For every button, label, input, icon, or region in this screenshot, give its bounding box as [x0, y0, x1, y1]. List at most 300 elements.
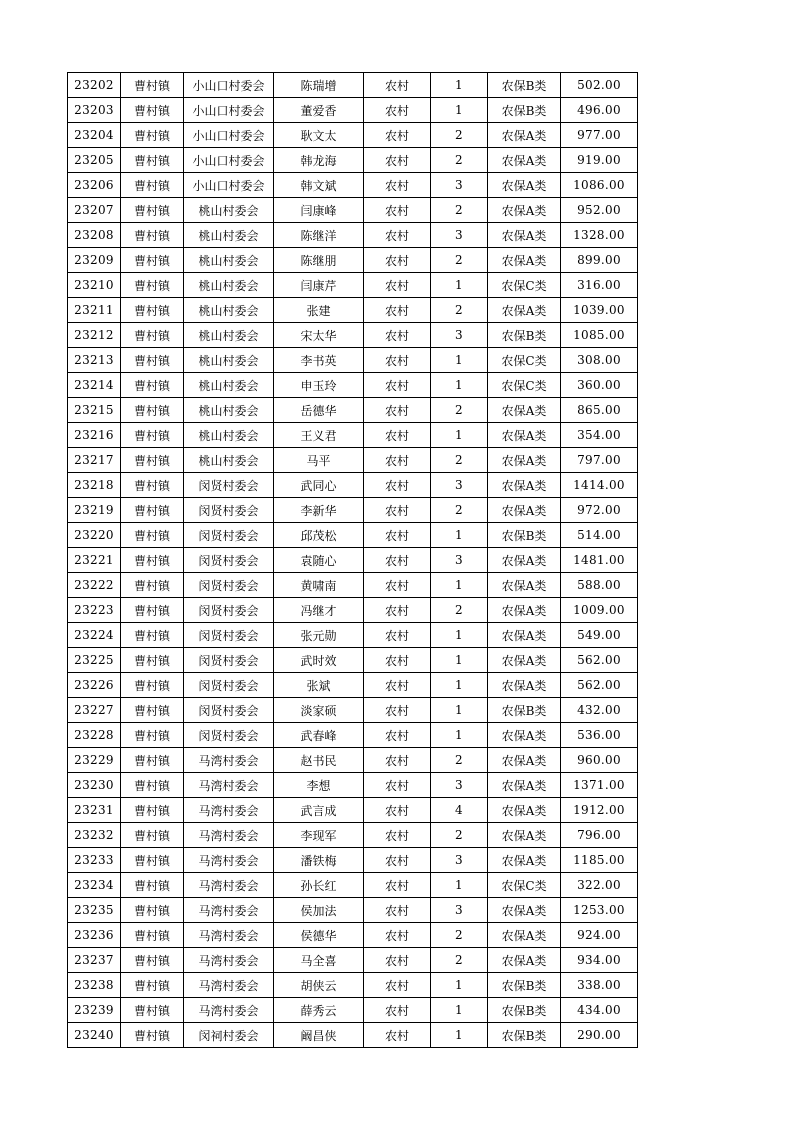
insurance-category-cell: 农保A类: [488, 948, 561, 973]
amount-cell: 797.00: [561, 448, 638, 473]
household-size-cell: 1: [431, 998, 488, 1023]
village-committee-cell: 闵贤村委会: [184, 473, 274, 498]
village-committee-cell: 小山口村委会: [184, 173, 274, 198]
household-type-cell: 农村: [364, 848, 431, 873]
person-name-cell: 淡家硕: [274, 698, 364, 723]
record-id-cell: 23238: [68, 973, 121, 998]
amount-cell: 502.00: [561, 73, 638, 98]
amount-cell: 1371.00: [561, 773, 638, 798]
household-type-cell: 农村: [364, 448, 431, 473]
amount-cell: 562.00: [561, 673, 638, 698]
amount-cell: 919.00: [561, 148, 638, 173]
town-cell: 曹村镇: [121, 998, 184, 1023]
household-type-cell: 农村: [364, 948, 431, 973]
record-id-cell: 23209: [68, 248, 121, 273]
amount-cell: 562.00: [561, 648, 638, 673]
village-committee-cell: 桃山村委会: [184, 248, 274, 273]
household-type-cell: 农村: [364, 398, 431, 423]
table-row: [68, 648, 638, 673]
amount-cell: 1185.00: [561, 848, 638, 873]
table-row: [68, 323, 638, 348]
household-type-cell: 农村: [364, 898, 431, 923]
record-id-cell: 23225: [68, 648, 121, 673]
person-name-cell: 陈瑞增: [274, 73, 364, 98]
insurance-category-cell: 农保A类: [488, 723, 561, 748]
table-row: [68, 423, 638, 448]
amount-cell: 1253.00: [561, 898, 638, 923]
town-cell: 曹村镇: [121, 948, 184, 973]
record-id-cell: 23240: [68, 1023, 121, 1048]
village-committee-cell: 闵祠村委会: [184, 1023, 274, 1048]
record-id-cell: 23212: [68, 323, 121, 348]
town-cell: 曹村镇: [121, 198, 184, 223]
amount-cell: 290.00: [561, 1023, 638, 1048]
household-size-cell: 2: [431, 123, 488, 148]
town-cell: 曹村镇: [121, 473, 184, 498]
household-type-cell: 农村: [364, 648, 431, 673]
household-type-cell: 农村: [364, 748, 431, 773]
amount-cell: 1009.00: [561, 598, 638, 623]
household-type-cell: 农村: [364, 573, 431, 598]
town-cell: 曹村镇: [121, 98, 184, 123]
village-committee-cell: 闵贤村委会: [184, 698, 274, 723]
insurance-category-cell: 农保A类: [488, 898, 561, 923]
town-cell: 曹村镇: [121, 648, 184, 673]
household-type-cell: 农村: [364, 298, 431, 323]
record-id-cell: 23203: [68, 98, 121, 123]
town-cell: 曹村镇: [121, 373, 184, 398]
person-name-cell: 阚昌侠: [274, 1023, 364, 1048]
person-name-cell: 韩龙海: [274, 148, 364, 173]
record-id-cell: 23232: [68, 823, 121, 848]
village-committee-cell: 小山口村委会: [184, 148, 274, 173]
insurance-category-cell: 农保C类: [488, 348, 561, 373]
record-id-cell: 23202: [68, 73, 121, 98]
household-size-cell: 2: [431, 398, 488, 423]
insurance-category-cell: 农保A类: [488, 673, 561, 698]
town-cell: 曹村镇: [121, 848, 184, 873]
amount-cell: 1481.00: [561, 548, 638, 573]
household-size-cell: 3: [431, 898, 488, 923]
table-row: [68, 273, 638, 298]
insurance-category-cell: 农保A类: [488, 223, 561, 248]
household-size-cell: 2: [431, 198, 488, 223]
household-type-cell: 农村: [364, 473, 431, 498]
person-name-cell: 陈继洋: [274, 223, 364, 248]
household-type-cell: 农村: [364, 248, 431, 273]
person-name-cell: 王义君: [274, 423, 364, 448]
amount-cell: 354.00: [561, 423, 638, 448]
table-row: [68, 698, 638, 723]
amount-cell: 338.00: [561, 973, 638, 998]
insurance-category-cell: 农保A类: [488, 473, 561, 498]
town-cell: 曹村镇: [121, 1023, 184, 1048]
table-row: [68, 673, 638, 698]
town-cell: 曹村镇: [121, 273, 184, 298]
record-id-cell: 23204: [68, 123, 121, 148]
insurance-category-cell: 农保A类: [488, 398, 561, 423]
town-cell: 曹村镇: [121, 548, 184, 573]
record-id-cell: 23211: [68, 298, 121, 323]
town-cell: 曹村镇: [121, 898, 184, 923]
village-committee-cell: 马湾村委会: [184, 998, 274, 1023]
household-size-cell: 3: [431, 548, 488, 573]
amount-cell: 899.00: [561, 248, 638, 273]
table-row: [68, 898, 638, 923]
amount-cell: 496.00: [561, 98, 638, 123]
town-cell: 曹村镇: [121, 73, 184, 98]
record-id-cell: 23223: [68, 598, 121, 623]
record-id-cell: 23239: [68, 998, 121, 1023]
amount-cell: 322.00: [561, 873, 638, 898]
insurance-category-cell: 农保A类: [488, 173, 561, 198]
person-name-cell: 武同心: [274, 473, 364, 498]
household-size-cell: 3: [431, 473, 488, 498]
table-row: [68, 998, 638, 1023]
village-committee-cell: 桃山村委会: [184, 323, 274, 348]
record-id-cell: 23237: [68, 948, 121, 973]
town-cell: 曹村镇: [121, 798, 184, 823]
town-cell: 曹村镇: [121, 498, 184, 523]
amount-cell: 360.00: [561, 373, 638, 398]
person-name-cell: 李现军: [274, 823, 364, 848]
amount-cell: 588.00: [561, 573, 638, 598]
table-row: [68, 573, 638, 598]
table-row: [68, 123, 638, 148]
table-row: [68, 98, 638, 123]
household-type-cell: 农村: [364, 198, 431, 223]
village-committee-cell: 桃山村委会: [184, 198, 274, 223]
person-name-cell: 侯加法: [274, 898, 364, 923]
person-name-cell: 韩文斌: [274, 173, 364, 198]
insurance-category-cell: 农保C类: [488, 273, 561, 298]
household-size-cell: 1: [431, 523, 488, 548]
insurance-category-cell: 农保A类: [488, 923, 561, 948]
household-type-cell: 农村: [364, 148, 431, 173]
town-cell: 曹村镇: [121, 323, 184, 348]
record-id-cell: 23206: [68, 173, 121, 198]
table-row: [68, 948, 638, 973]
table-row: [68, 848, 638, 873]
table-row: [68, 373, 638, 398]
household-type-cell: 农村: [364, 623, 431, 648]
insurance-category-cell: 农保A类: [488, 548, 561, 573]
household-type-cell: 农村: [364, 523, 431, 548]
village-committee-cell: 马湾村委会: [184, 973, 274, 998]
person-name-cell: 岳德华: [274, 398, 364, 423]
person-name-cell: 武时效: [274, 648, 364, 673]
town-cell: 曹村镇: [121, 248, 184, 273]
village-committee-cell: 马湾村委会: [184, 873, 274, 898]
insurance-category-cell: 农保B类: [488, 73, 561, 98]
town-cell: 曹村镇: [121, 723, 184, 748]
household-size-cell: 1: [431, 98, 488, 123]
record-id-cell: 23233: [68, 848, 121, 873]
record-id-cell: 23231: [68, 798, 121, 823]
person-name-cell: 武言成: [274, 798, 364, 823]
town-cell: 曹村镇: [121, 698, 184, 723]
village-committee-cell: 桃山村委会: [184, 398, 274, 423]
insurance-category-cell: 农保A类: [488, 148, 561, 173]
village-committee-cell: 马湾村委会: [184, 773, 274, 798]
person-name-cell: 李想: [274, 773, 364, 798]
household-size-cell: 2: [431, 748, 488, 773]
person-name-cell: 申玉玲: [274, 373, 364, 398]
village-committee-cell: 闵贤村委会: [184, 723, 274, 748]
household-size-cell: 2: [431, 598, 488, 623]
amount-cell: 1086.00: [561, 173, 638, 198]
record-id-cell: 23227: [68, 698, 121, 723]
village-committee-cell: 马湾村委会: [184, 798, 274, 823]
household-size-cell: 3: [431, 848, 488, 873]
household-size-cell: 1: [431, 1023, 488, 1048]
person-name-cell: 宋太华: [274, 323, 364, 348]
amount-cell: 952.00: [561, 198, 638, 223]
household-size-cell: 2: [431, 248, 488, 273]
amount-cell: 434.00: [561, 998, 638, 1023]
table-row: [68, 598, 638, 623]
village-committee-cell: 马湾村委会: [184, 848, 274, 873]
household-type-cell: 农村: [364, 98, 431, 123]
table-row: [68, 798, 638, 823]
insurance-category-cell: 农保A类: [488, 623, 561, 648]
town-cell: 曹村镇: [121, 673, 184, 698]
record-id-cell: 23205: [68, 148, 121, 173]
village-committee-cell: 闵贤村委会: [184, 523, 274, 548]
household-size-cell: 1: [431, 698, 488, 723]
town-cell: 曹村镇: [121, 598, 184, 623]
records-table: [67, 72, 638, 1048]
data-sheet: [67, 72, 637, 1048]
record-id-cell: 23208: [68, 223, 121, 248]
person-name-cell: 张元勋: [274, 623, 364, 648]
household-type-cell: 农村: [364, 873, 431, 898]
person-name-cell: 袁随心: [274, 548, 364, 573]
town-cell: 曹村镇: [121, 348, 184, 373]
insurance-category-cell: 农保C类: [488, 873, 561, 898]
amount-cell: 796.00: [561, 823, 638, 848]
insurance-category-cell: 农保C类: [488, 373, 561, 398]
village-committee-cell: 桃山村委会: [184, 298, 274, 323]
person-name-cell: 孙长红: [274, 873, 364, 898]
village-committee-cell: 小山口村委会: [184, 123, 274, 148]
record-id-cell: 23219: [68, 498, 121, 523]
insurance-category-cell: 农保A类: [488, 748, 561, 773]
record-id-cell: 23230: [68, 773, 121, 798]
household-size-cell: 2: [431, 923, 488, 948]
insurance-category-cell: 农保A类: [488, 798, 561, 823]
table-row: [68, 248, 638, 273]
person-name-cell: 耿文太: [274, 123, 364, 148]
household-size-cell: 1: [431, 348, 488, 373]
table-row: [68, 448, 638, 473]
record-id-cell: 23207: [68, 198, 121, 223]
household-size-cell: 2: [431, 498, 488, 523]
table-row: [68, 298, 638, 323]
household-size-cell: 1: [431, 873, 488, 898]
record-id-cell: 23210: [68, 273, 121, 298]
household-size-cell: 1: [431, 73, 488, 98]
town-cell: 曹村镇: [121, 573, 184, 598]
household-type-cell: 农村: [364, 73, 431, 98]
amount-cell: 432.00: [561, 698, 638, 723]
record-id-cell: 23213: [68, 348, 121, 373]
village-committee-cell: 马湾村委会: [184, 948, 274, 973]
amount-cell: 972.00: [561, 498, 638, 523]
household-type-cell: 农村: [364, 773, 431, 798]
record-id-cell: 23229: [68, 748, 121, 773]
person-name-cell: 邱茂松: [274, 523, 364, 548]
amount-cell: 536.00: [561, 723, 638, 748]
household-size-cell: 3: [431, 223, 488, 248]
household-type-cell: 农村: [364, 823, 431, 848]
insurance-category-cell: 农保A类: [488, 848, 561, 873]
town-cell: 曹村镇: [121, 173, 184, 198]
table-row: [68, 823, 638, 848]
record-id-cell: 23224: [68, 623, 121, 648]
table-row: [68, 148, 638, 173]
household-type-cell: 农村: [364, 723, 431, 748]
table-row: [68, 873, 638, 898]
insurance-category-cell: 农保A类: [488, 198, 561, 223]
village-committee-cell: 闵贤村委会: [184, 498, 274, 523]
village-committee-cell: 马湾村委会: [184, 923, 274, 948]
record-id-cell: 23218: [68, 473, 121, 498]
table-row: [68, 623, 638, 648]
person-name-cell: 马全喜: [274, 948, 364, 973]
insurance-category-cell: 农保A类: [488, 648, 561, 673]
household-size-cell: 1: [431, 623, 488, 648]
town-cell: 曹村镇: [121, 873, 184, 898]
insurance-category-cell: 农保B类: [488, 98, 561, 123]
table-row: [68, 748, 638, 773]
person-name-cell: 陈继朋: [274, 248, 364, 273]
village-committee-cell: 小山口村委会: [184, 73, 274, 98]
record-id-cell: 23220: [68, 523, 121, 548]
table-row: [68, 398, 638, 423]
town-cell: 曹村镇: [121, 748, 184, 773]
household-type-cell: 农村: [364, 223, 431, 248]
village-committee-cell: 桃山村委会: [184, 273, 274, 298]
insurance-category-cell: 农保B类: [488, 323, 561, 348]
household-size-cell: 2: [431, 948, 488, 973]
amount-cell: 934.00: [561, 948, 638, 973]
record-id-cell: 23228: [68, 723, 121, 748]
household-type-cell: 农村: [364, 548, 431, 573]
insurance-category-cell: 农保B类: [488, 973, 561, 998]
insurance-category-cell: 农保A类: [488, 598, 561, 623]
person-name-cell: 黄啸南: [274, 573, 364, 598]
household-size-cell: 4: [431, 798, 488, 823]
insurance-category-cell: 农保A类: [488, 248, 561, 273]
person-name-cell: 冯继才: [274, 598, 364, 623]
town-cell: 曹村镇: [121, 623, 184, 648]
household-size-cell: 3: [431, 773, 488, 798]
household-size-cell: 2: [431, 298, 488, 323]
household-size-cell: 3: [431, 173, 488, 198]
table-row: [68, 1023, 638, 1048]
insurance-category-cell: 农保B类: [488, 998, 561, 1023]
record-id-cell: 23214: [68, 373, 121, 398]
village-committee-cell: 马湾村委会: [184, 823, 274, 848]
village-committee-cell: 闵贤村委会: [184, 623, 274, 648]
village-committee-cell: 马湾村委会: [184, 898, 274, 923]
town-cell: 曹村镇: [121, 423, 184, 448]
town-cell: 曹村镇: [121, 823, 184, 848]
record-id-cell: 23222: [68, 573, 121, 598]
amount-cell: 1912.00: [561, 798, 638, 823]
table-row: [68, 173, 638, 198]
insurance-category-cell: 农保A类: [488, 298, 561, 323]
household-type-cell: 农村: [364, 798, 431, 823]
village-committee-cell: 桃山村委会: [184, 348, 274, 373]
village-committee-cell: 闵贤村委会: [184, 548, 274, 573]
table-row: [68, 923, 638, 948]
record-id-cell: 23217: [68, 448, 121, 473]
insurance-category-cell: 农保B类: [488, 1023, 561, 1048]
town-cell: 曹村镇: [121, 148, 184, 173]
household-type-cell: 农村: [364, 923, 431, 948]
amount-cell: 514.00: [561, 523, 638, 548]
village-committee-cell: 小山口村委会: [184, 98, 274, 123]
table-row: [68, 973, 638, 998]
table-row: [68, 473, 638, 498]
insurance-category-cell: 农保A类: [488, 498, 561, 523]
village-committee-cell: 闵贤村委会: [184, 648, 274, 673]
person-name-cell: 赵书民: [274, 748, 364, 773]
insurance-category-cell: 农保A类: [488, 423, 561, 448]
amount-cell: 1085.00: [561, 323, 638, 348]
household-size-cell: 1: [431, 273, 488, 298]
insurance-category-cell: 农保B类: [488, 698, 561, 723]
table-row: [68, 73, 638, 98]
record-id-cell: 23236: [68, 923, 121, 948]
record-id-cell: 23234: [68, 873, 121, 898]
household-type-cell: 农村: [364, 173, 431, 198]
household-size-cell: 3: [431, 323, 488, 348]
insurance-category-cell: 农保A类: [488, 823, 561, 848]
household-type-cell: 农村: [364, 698, 431, 723]
household-size-cell: 1: [431, 373, 488, 398]
household-type-cell: 农村: [364, 323, 431, 348]
person-name-cell: 张建: [274, 298, 364, 323]
person-name-cell: 侯德华: [274, 923, 364, 948]
record-id-cell: 23215: [68, 398, 121, 423]
village-committee-cell: 闵贤村委会: [184, 673, 274, 698]
table-row: [68, 773, 638, 798]
village-committee-cell: 桃山村委会: [184, 373, 274, 398]
household-size-cell: 1: [431, 973, 488, 998]
record-id-cell: 23216: [68, 423, 121, 448]
household-size-cell: 1: [431, 648, 488, 673]
village-committee-cell: 桃山村委会: [184, 423, 274, 448]
household-type-cell: 农村: [364, 498, 431, 523]
amount-cell: 1414.00: [561, 473, 638, 498]
insurance-category-cell: 农保B类: [488, 523, 561, 548]
amount-cell: 924.00: [561, 923, 638, 948]
household-size-cell: 1: [431, 423, 488, 448]
table-row: [68, 348, 638, 373]
person-name-cell: 潘铁梅: [274, 848, 364, 873]
insurance-category-cell: 农保A类: [488, 573, 561, 598]
household-type-cell: 农村: [364, 123, 431, 148]
table-body: [68, 73, 638, 1048]
person-name-cell: 闫康峰: [274, 198, 364, 223]
household-type-cell: 农村: [364, 423, 431, 448]
household-type-cell: 农村: [364, 1023, 431, 1048]
town-cell: 曹村镇: [121, 223, 184, 248]
person-name-cell: 李新华: [274, 498, 364, 523]
